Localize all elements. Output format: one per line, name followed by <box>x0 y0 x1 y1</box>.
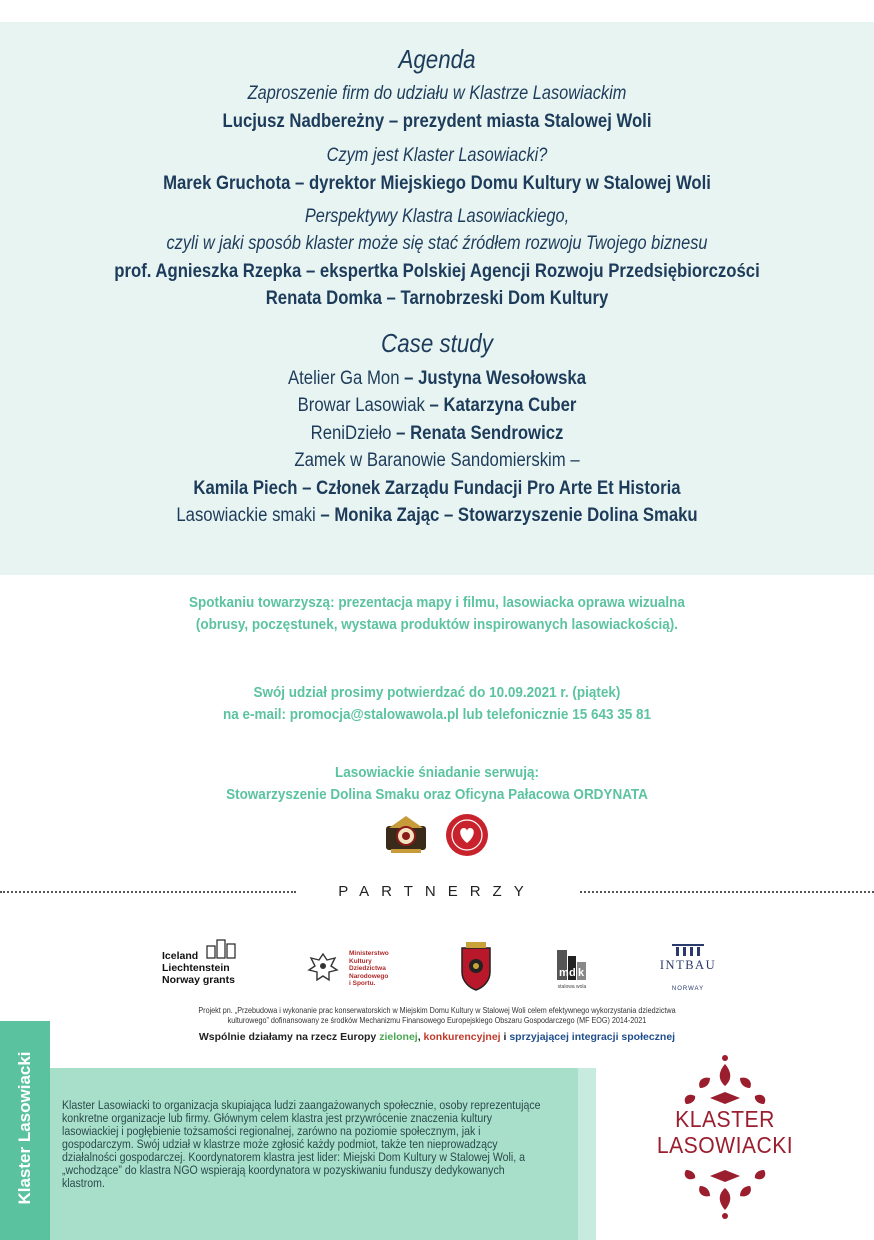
europe-slogan-part: i <box>500 1031 510 1043</box>
dolina-smaku-logo <box>444 812 490 858</box>
intbau-columns-icon <box>672 944 704 958</box>
svg-text:d: d <box>569 967 576 979</box>
eea-norway-grants-logo <box>162 938 242 994</box>
intbau-sub: NORWAY <box>671 986 705 992</box>
mdk-mark-icon <box>555 946 589 984</box>
agenda-item3-speaker-b: Renata Domka – Tarnobrzeski Dom Kultury <box>265 288 609 309</box>
europe-slogan-green: zielonej <box>379 1031 418 1043</box>
info-line: (obrusy, poczęstunek, wystawa produktów inspirowanych lasowiackością). <box>195 616 679 633</box>
case-study-item <box>52 395 821 417</box>
europe-slogan-part: Wspólnie działamy na rzecz Europy <box>198 1031 380 1043</box>
project-note-line: Projekt pn. „Przebudowa i wykonanie prac konserwatorskich w Miejskim Domu Kultury w Stalowej Woli celem efektywnego wykorzystania dziedzictwa <box>198 1006 676 1015</box>
case-name: ReniDzieło <box>310 423 392 444</box>
partners-divider-right <box>580 891 874 893</box>
eea-grid-icon <box>206 938 240 960</box>
case-person: – Renata Sendrowicz <box>396 423 564 444</box>
europe-slogan-part: , <box>417 1031 424 1043</box>
side-tab-label: Klaster Lasowiacki <box>15 1051 34 1205</box>
mdk-logo <box>555 938 589 994</box>
eea-line: Norway grants <box>162 974 235 986</box>
case-name: Zamek w Baranowie Sandomierskim – <box>294 450 580 471</box>
ministry-line: Ministerstwo <box>349 950 389 957</box>
case-person: – Monika Zając – Stowarzyszenie Dolina Smaku <box>320 505 698 526</box>
ministry-culture-logo <box>305 938 405 994</box>
mdk-caption: stalowa wola <box>557 984 587 990</box>
agenda-heading: Agenda <box>398 44 476 74</box>
klaster-logo-line2: LASOWIACKI <box>656 1132 794 1158</box>
description-text: Klaster Lasowiacki to organizacja skupiająca ludzi zaangażowanych społecznie, osoby reprezentujące konkretne organizacje lub firmy. Głównym celem klastra jest przywrócenie znaczenia kultury lasowiackiej i pogłębienie tożsamości regionalnej, zarówno na poziomie społecznym, jak i gospodarczym. Swój udział w klastrze może zgłosić każdy podmiot, także ten nieprowadzący działalności gospodarczej. Koordynatorem klastra jest lider: Miejski Dom Kultury w Stalowej Woli, a „wchodzące” do klastra NGO wspierają koordynatora w pozyskiwaniu funduszy dedykowanych klastrom. <box>62 1098 541 1190</box>
case-person: – Katarzyna Cuber <box>429 395 577 416</box>
case-study-heading: Case study <box>381 328 493 358</box>
case-person: – Justyna Wesołowska <box>404 368 586 389</box>
case-name: Atelier Ga Mon <box>287 368 400 389</box>
agenda-item3-topic-b: czyli w jaki sposób klaster może się stać źródłem rozwoju Twojego biznesu <box>166 233 708 254</box>
eea-line: Iceland <box>162 950 199 962</box>
ministry-line: i Sportu. <box>349 980 376 987</box>
case-study-item <box>52 505 821 527</box>
partners-divider-left <box>0 891 296 893</box>
agenda-item3-topic-a: Perspektywy Klastra Lasowiackiego, <box>304 206 570 227</box>
ministry-line: Dziedzictwa <box>349 965 386 972</box>
ministry-line: Kultury <box>349 957 372 965</box>
rsvp-contact-line: na e-mail: promocja@stalowawola.pl lub telefonicznie 15 643 35 81 <box>222 706 652 723</box>
info-line: Spotkaniu towarzyszą: prezentacja mapy i filmu, lasowiacka oprawa wizualna <box>189 594 685 611</box>
polish-eagle-icon <box>305 950 341 986</box>
agenda-item1-topic: Zaproszenie firm do udziału w Klastrze Lasowiackim <box>247 83 627 104</box>
case-name: Lasowiackie smaki <box>176 505 316 526</box>
project-note-line: kulturowego” dofinansowany ze środków Mechanizmu Finansowego Europejskiego Obszaru Gospodarczego (MF EOG) 2014-2021 <box>227 1016 647 1025</box>
stalowa-wola-crest-logo <box>460 938 492 994</box>
case-study-item <box>52 450 821 472</box>
agenda-item1-speaker: Lucjusz Nadbereżny – prezydent miasta Stalowej Woli <box>222 111 652 132</box>
intbau-norway-logo <box>652 938 724 994</box>
partners-title: PARTNERZY <box>338 883 536 900</box>
case-study-item <box>52 423 821 445</box>
ordynata-crest-logo <box>383 812 429 858</box>
eea-line: Liechtenstein <box>162 962 230 974</box>
agenda-item2-topic: Czym jest Klaster Lasowiacki? <box>326 145 548 166</box>
klaster-logo-line1: KLASTER <box>675 1106 775 1132</box>
breakfast-providers-line: Stowarzyszenie Dolina Smaku oraz Oficyna Pałacowa ORDYNATA <box>226 786 648 803</box>
case-study-person-line: Kamila Piech – Członek Zarządu Fundacji Pro Arte Et Historia <box>193 478 681 499</box>
svg-text:k: k <box>578 967 585 979</box>
svg-text:m: m <box>559 967 569 979</box>
agenda-item3-speaker-a: prof. Agnieszka Rzepka – ekspertka Polskiej Agencji Rozwoju Przedsiębiorczości <box>114 261 760 282</box>
agenda-item2-speaker: Marek Gruchota – dyrektor Miejskiego Domu Kultury w Stalowej Woli <box>163 173 711 194</box>
europe-slogan <box>100 1031 774 1043</box>
intbau-title: INTBAU <box>659 958 717 972</box>
ministry-line: Narodowego <box>349 972 389 980</box>
case-study-item <box>52 368 821 390</box>
rsvp-line: Swój udział prosimy potwierdzać do 10.09.2021 r. (piątek) <box>253 684 621 701</box>
case-name: Browar Lasowiak <box>297 395 425 416</box>
europe-slogan-red: konkurencyjnej <box>423 1031 501 1043</box>
europe-slogan-blue: sprzyjającej integracji społecznej <box>509 1031 676 1043</box>
breakfast-line: Lasowiackie śniadanie serwują: <box>334 764 540 781</box>
